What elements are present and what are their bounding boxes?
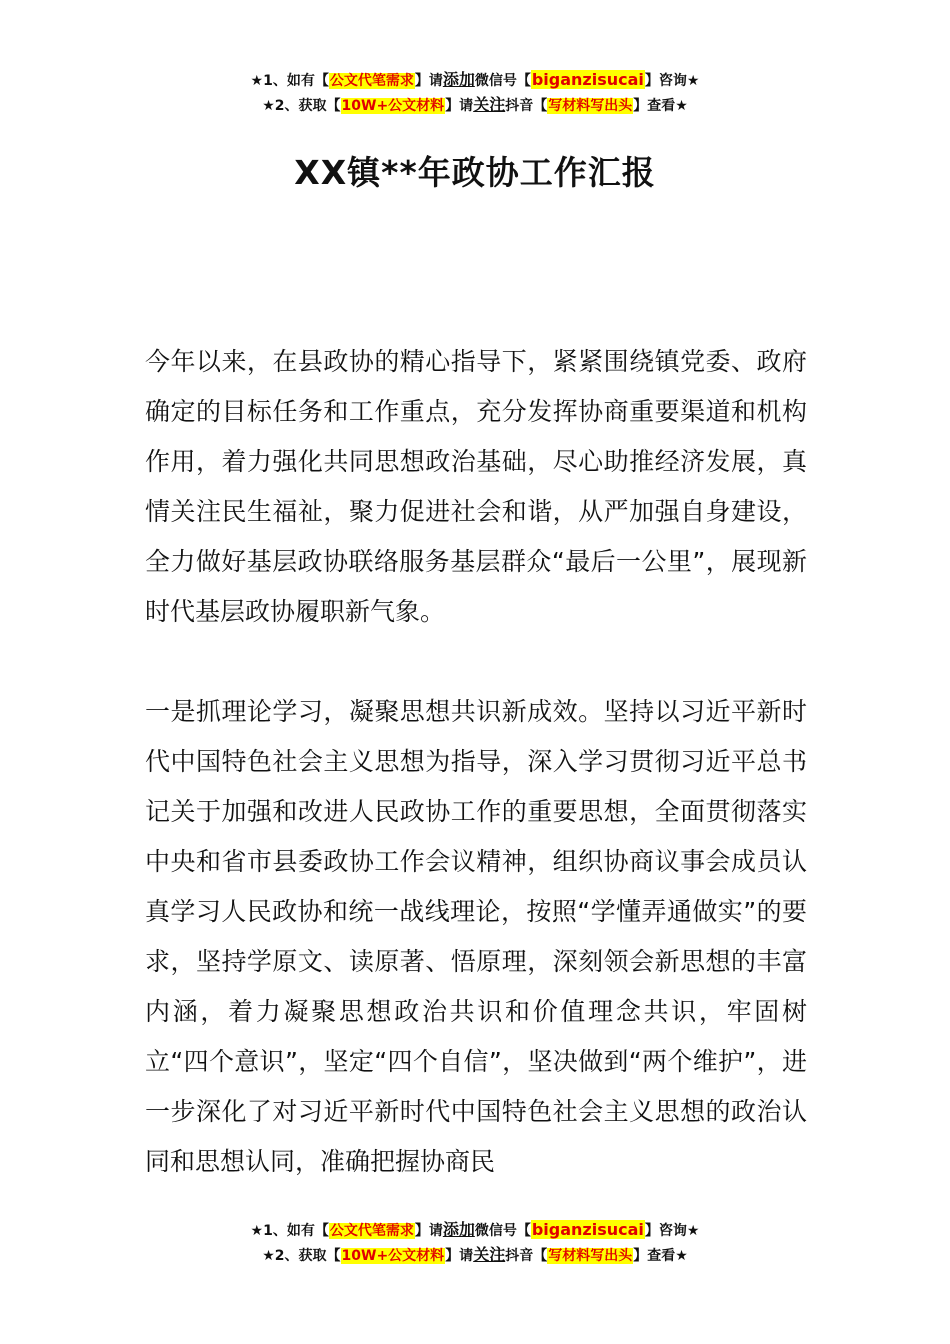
document-title: XX镇**年政协工作汇报 [294,153,656,192]
banner-text: 】查看★ [633,1248,688,1264]
banner-highlight-douyin: 写材料写出头 [548,98,633,114]
banner-text: 】请 [414,73,443,89]
banner-text: 】咨询★ [644,1223,700,1239]
banner-text: 抖音【 [505,1248,548,1264]
banner-text: ★2、获取【 [262,98,341,114]
banner-text: ★2、获取【 [262,1248,341,1264]
banner-highlight: 公文代笔需求 [329,73,414,89]
banner-underlined: 添加 [442,1220,475,1239]
banner-highlight: 公文代笔需求 [329,1223,414,1239]
banner-text: 】请 [445,1248,474,1264]
banner-text: 】请 [445,98,474,114]
banner-text: 】请 [414,1223,443,1239]
paragraph-theory-study [145,687,807,1187]
banner-line-1 [0,68,950,93]
paragraph-text: 今年以来，在县政协的精心指导下，紧紧围绕镇党委、政府确定的目标任务和工作重点，充分发挥协商重要渠道和机构作用，着力强化共同思想政治基础，尽心助推经济发展，真情关注民生福祉，聚力促进社会和谐，从严加强自身建设，全力做好基层政协联络服务基层群众“最后一公里”，展现新时代基层政协履职新气象。 [145,347,807,626]
banner-underlined: 添加 [442,70,475,89]
banner-line-1 [0,1218,950,1243]
banner-text: 微信号【 [474,1223,531,1239]
banner-text: ★1、如有【 [250,73,329,89]
paragraph-intro [145,337,807,637]
banner-underlined: 关注 [473,95,506,114]
banner-text: 微信号【 [474,73,531,89]
banner-text: 】查看★ [633,98,688,114]
header-banner [0,68,950,118]
banner-highlight: 10W+公文材料 [341,98,445,114]
footer-banner [0,1218,950,1268]
banner-line-2 [0,93,950,118]
banner-highlight-wechat: biganzisucai [531,1220,644,1239]
banner-underlined: 关注 [473,1245,506,1264]
banner-text: 】咨询★ [644,73,700,89]
banner-line-2 [0,1243,950,1268]
paragraph-text: 一是抓理论学习，凝聚思想共识新成效。坚持以习近平新时代中国特色社会主义思想为指导，深入学习贯彻习近平总书记关于加强和改进人民政协工作的重要思想，全面贯彻落实中央和省市县委政协工作会议精神，组织协商议事会成员认真学习人民政协和统一战线理论，按照“学懂弄通做实”的要求，坚持学原文、读原著、悟原理，深刻领会新思想的丰富内涵，着力凝聚思想政治共识和价值理念共识，牢固树立“四个意识”，坚定“四个自信”，坚决做到“两个维护”，进一步深化了对习近平新时代中国特色社会主义思想的政治认同和思想认同，准确把握协商民 [145,697,807,1176]
banner-text: ★1、如有【 [250,1223,329,1239]
banner-highlight: 10W+公文材料 [341,1248,445,1264]
banner-text: 抖音【 [505,98,548,114]
banner-highlight-douyin: 写材料写出头 [548,1248,633,1264]
banner-highlight-wechat: biganzisucai [531,70,644,89]
